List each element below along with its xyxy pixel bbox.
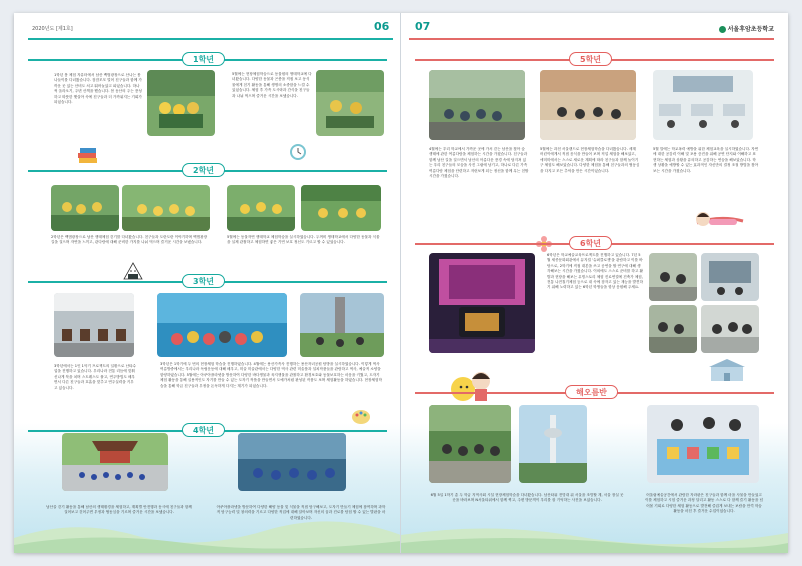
grade5-text-b: 5월에는 과천 서울랜드로 현장체험학습을 다녀왔습니다. 세계 어린이에게서 직접 음식을 만들어 보며 직업 체험을 해보았고, 애미미에서는 스스로 새로운 계획에 따라 친구들과 함께 놀이기구 체험도 해보았습니다. 다양한 체험을 통해 친구들과의 협동심을 다지고 모든 추억을 만든 시간이었습니다.: [540, 147, 640, 173]
section-title-grade3: 3학년: [182, 274, 225, 288]
grade6-photo-b: [649, 253, 697, 301]
grade5-photo-c: [653, 70, 753, 140]
grade2-photo-b: [122, 185, 210, 231]
grade2-photo-a: [51, 185, 119, 231]
section-title-haeoreum: 해오름반: [565, 385, 618, 399]
section-title-grade5: 5학년: [569, 52, 612, 66]
section-title-grade1: 1학년: [182, 52, 225, 66]
haeoreum-photo-tower: [519, 405, 587, 483]
right-page: [401, 13, 788, 553]
books-icon: [76, 143, 100, 165]
school-building-icon: [707, 357, 747, 383]
grade5-text-c: 5월 말에는 학교폭력 예방을 위한 체험교육을 실시하였습니다. 자연에 대한 공감력 이해 및 포용 증진을 위해 공연 단지와 이해하고 표현하는 체험과 상황을 유의하고 공감하는 연습을 해보았습니다. 학생 상황을 예방할 수 있는 효과적인 자신만의 결정 조절 방법을 찾아보는 시간을 가졌습니다.: [653, 147, 759, 173]
palette-icon: [350, 406, 372, 426]
school-name: [719, 24, 774, 33]
header-rule: [28, 38, 393, 40]
rice-ball-character-icon: [122, 261, 144, 283]
page-header: [14, 13, 401, 41]
grade6-text-a: 6학년은 학교예술교육프로젝트를 진행하고 있습니다. 7년 5월 세종문화회관에서 뮤지컬 '슈퍼클로젯'을 관람하고 이를 바탕으로, 2학기에 직접 대본을 쓰고 공연을 할 연구에 대해 생각해보는 시간을 가졌습니다. 이외에도 스스로 준비를 하고 활발과 현장을 해보는 무빙스토리 체험 진로연결에 건축가 체험, 전통 나전칠기체험 등으로 내 속에 잠자고 있는 재능을 발견하기 위해 노력하고 있는 6학년 학생들을 항상 응원해 주세요.: [547, 253, 643, 290]
grade1-photo-b: [316, 70, 384, 136]
header-rule: [409, 38, 774, 40]
haeoreum-photo-b: [647, 405, 759, 483]
grade3-photo-park: [300, 293, 384, 357]
grade2-photo-d: [301, 185, 381, 231]
flying-girl-character-icon: [691, 205, 749, 237]
left-page: [14, 13, 401, 553]
grade1-text-b: 5월에는 현장체험학습으로 동물원의 생태학교에 다녀왔습니다. 다양한 동물과 곤충을 직접 보고 동식물에게 친기 활동을 통해 생명의 소중함을 느낄 수 있었습니다. 체험 후 가족 도시락과 간식을 친구들과 나눠 먹으며 즐거운 시간을 보냈습니다.: [232, 72, 312, 98]
grade2-photo-c: [227, 185, 295, 231]
grade1-text-a: 1학년 봄 체험 자유터에서 남산 백범광장으로 산나는 봄나들이를 다녀왔습니다. 잠잠모모 멀어 친구들과 함께 가까운 곳 있는 산비도 처고 뛰어놀았고 피었습니다. 하나씩 올라오기, 주변 산책을 했습니다. 봄 동산의 주는 풍성하고 따뜻한 햇살아 속에 친구들과 더 가까워지는 기회가 되었습니다.: [54, 73, 142, 105]
grade2-text-a: 2학년은 백범광장으로 남산 생태체험 걷기를 다녀왔습니다. 친구들과 도란도란 이야기하며 백범광장 길을 걸으며 자연을 느끼고, 관다람에 대해 준비한 가지를 나눠 먹으며 즐거운 시간을 보냈습니다.: [51, 235, 208, 245]
page-number: 07: [415, 20, 431, 33]
grade4-photo-aquarium: [238, 433, 346, 491]
kids-character-icon: [449, 365, 493, 405]
grade4-text-b: 아쿠아플라넷을 방문하여 다양한 해양 동물 및 식물을 직접 탐구해보고, 도자기 만들기 체험에 참여하며 과학적 탐구능력 및 창의력을 기르고 다양한 직업에 대해 알아보며 자신의 꿈과 진로를 탐험 할 수 있는 발판을 마련하였습니다.: [216, 505, 386, 520]
section-title-grade6: 6학년: [569, 236, 612, 250]
grade5-photo-b: [540, 70, 636, 140]
clock-icon: [289, 143, 307, 161]
grade3-text-b: 3학년은 1학기에 두 번의 현장체험 학습을 진행하였습니다. 4월에는 용산가족사 진행하는 용산자녀공원 탐방을 실시하였습니다. 이렇게 역사 여름방중에서는 우리나라 독립운동에 대해 배우고, 미술 미술관에서는 다양한 역사 관련 미술품과 설치작품들을 관람하고 역사, 예술적 소양을 함양하였습니다. 5월에는 아쿠아플라넷을 방문하여 다양한 바다생물과 육지생물을 관찰하고 환경보호와 동물보호하는 마음을 키웠고, 도자기 체험 활동을 통해 실용적인도 자기를 만들 수 있는 도자기 작품을 만들면서 도예가처럼 완성된 작품도 보며 체험활동을 하였습니다. 현장체험학습을 통해 학급 친구들과 우정을 돈독하게 다지는 계기가 되었습니다.: [160, 362, 382, 388]
grade3-text-a: 3학년에서는 1인 1악기 프로젝트의 일환으로 난타수업을 진행하고 있습니다. 우리나라 전통 리듬에 맞춰 신나게 북을 치며 스트레스도 풀고, 연주방법도 배우면서 다른 친구들과 호흡을 맞추고 연주실력을 키우고 있습니다.: [54, 364, 136, 390]
page-header: [401, 13, 788, 41]
section-title-grade4: 4학년: [182, 423, 225, 437]
haeoreum-photo-a: [429, 405, 511, 483]
grade6-photo-musical: [429, 253, 535, 353]
grade1-photo-a: [147, 70, 215, 136]
grade6-photo-d: [649, 305, 697, 353]
grade3-photo-aquarium: [157, 293, 287, 357]
school-logo-icon: [719, 26, 726, 33]
school-name-text: 서울후암초등학교: [727, 26, 774, 33]
grade3-photo-drums: [54, 293, 134, 357]
page-number: 06: [374, 20, 390, 33]
newsletter-spread: [14, 13, 788, 553]
grade6-photo-e: [701, 305, 759, 353]
grade2-text-b: 5월에는 동물자연 생태학교 체험학습을 실시하였습니다. 두꺼비 생태학교에서 다양한 동물과 식물을 실제 관찰하고 체험하면 좋은 기연 보호 정신도 기르고 할 수 있었습니다.: [227, 235, 380, 245]
grade4-text-a: 남산골 걷기 활동을 통해 남산의 생태환경을 체험하고, 계획별 안전행과 동시에 친구들과 함께 걸어보고 걷어주면 우정과 협동심을 기르며 즐거운 시간을 보냈습니다.: [46, 505, 192, 515]
issue-date: 2020년도 [제1호]: [32, 26, 73, 32]
haeoreum-text-a: 6월 5일 1학기 총 두 학급 지역사회 시설 현장체험학습을 다녀왔습니다. 남산타워 전망대 위 서울을 조망할 계, 서울 장실 곳곳을 바라보며 N서울타워에서 함께 찍고, 주변 방문객이 우리를 잘 기억하는 사진을 보았습니다.: [430, 493, 624, 503]
grade5-text-a: 4월에는 우리 학교에서 가까운 곳에 가서 걷는 남산을 찾아 숲 생태에 관한 여름다람을 체험하는 시간을 가졌습니다. 친구들과 함께 남산 길을 걸으면서 남산의 아름다운 풍경 속에 담겨져 있는 우리 친구들의 모습을 사진 그림에 남기고, 하나로 다른 가족 여름다람 체험을 단련하고 저런보게 되는 정신을 함께 무는 친할 시간을 가졌습니다.: [429, 147, 529, 179]
grade4-photo-namsan: [62, 433, 168, 491]
section-title-grade2: 2학년: [182, 163, 225, 177]
grade6-photo-c: [701, 253, 759, 301]
grade5-photo-a: [429, 70, 525, 140]
haeoreum-text-b: 어울림예술공간에서 관람한 자라판은 친구들과 함께 마을 사물을 만들었고 이를 체험하고 시험 즐거운 과정 달리고 활동 스스로 다 함께 즐기 활동을 넘어볼 기회로 다양한 체험 활동으로 발전해 즐겁게 보내는 보람을 만끽 학습 활동을 마친 후 즐거운 수업이었습니다.: [645, 493, 763, 514]
